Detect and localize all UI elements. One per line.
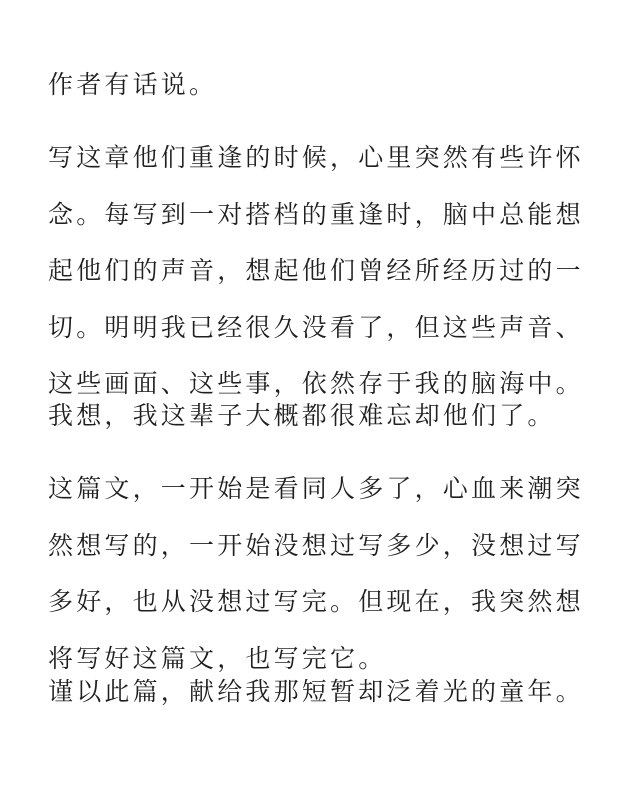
author-note-heading: 作者有话说。 bbox=[48, 70, 218, 99]
paragraph-about-this-work: 这篇文，一开始是看同人多了，心血来潮突 然想写的，一开始没想过写多少，没想过写 多好，也从没想过写完。但现在，我突然想 将写好这篇文，也写完它。 bbox=[48, 474, 584, 673]
paragraph-dedication: 谨以此篇，献给我那短暂却泛着光的童年。 bbox=[48, 677, 584, 706]
paragraph-reunion-memories: 写这章他们重逢的时候，心里突然有些许怀 念。每写到一对搭档的重逢时，脑中总能想 起他们的声音，想起他们曾经所经历过的一 切。明明我已经很久没看了，但这些声音、 这些画面、这些事，依然存于我的脑海中。 bbox=[48, 143, 584, 398]
paragraph-hard-to-forget: 我想，我这辈子大概都很难忘却他们了。 bbox=[48, 401, 556, 430]
